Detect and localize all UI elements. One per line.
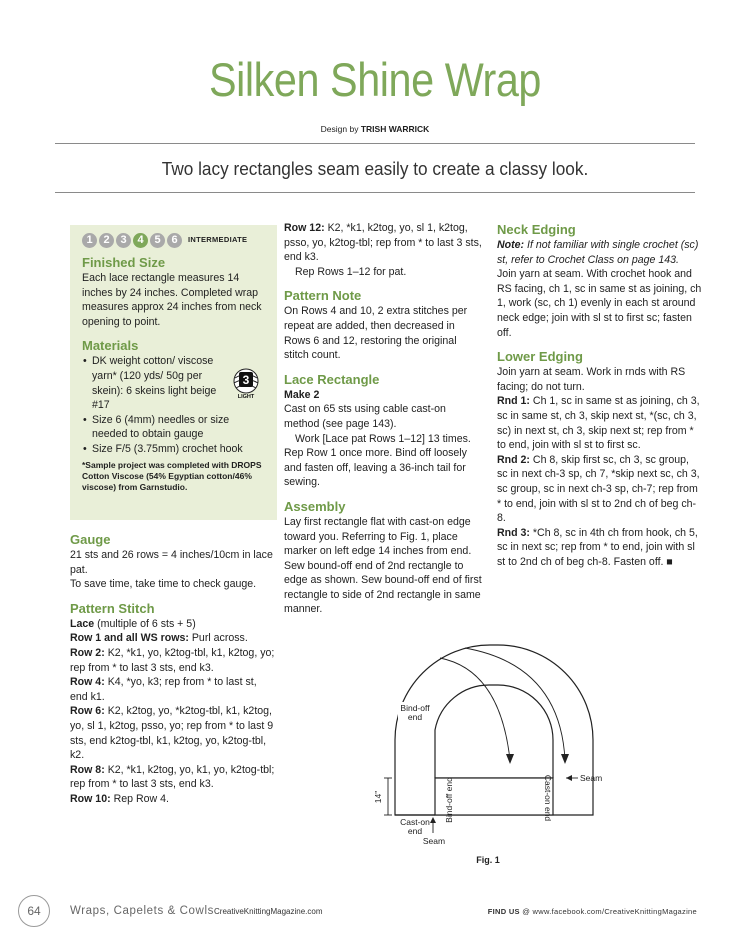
column-1 xyxy=(82,233,272,493)
lace-rectangle-cast-on: Cast on 65 sts using cable cast-on method (see page 143). xyxy=(284,403,446,430)
fig-bind-off-label-1: Bind-off xyxy=(400,703,430,713)
pattern-note-text: On Rows 4 and 10, 2 extra stitches per repeat are added, then decreased in Rows 6 and 12, restoring the original stitch count. xyxy=(284,305,468,362)
repeat-rows-text: Rep Rows 1–12 for pat. xyxy=(295,265,407,278)
fig-seam-bottom: Seam xyxy=(422,836,446,846)
neck-edging-note: Note: If not familiar with single crochet (sc) st, refer to Crochet Class on page 143. xyxy=(497,239,699,266)
finished-size-heading: Finished Size xyxy=(82,255,166,270)
gauge-heading: Gauge xyxy=(70,532,111,547)
page-title: Silken Shine Wrap xyxy=(208,53,542,106)
column-2 xyxy=(284,221,484,617)
pattern-row-12: Row 12: K2, *k1, k2tog, yo, sl 1, k2tog, psso, yo, k2tog-tbl; rep from * to last 3 sts, end k3. xyxy=(284,222,482,264)
site-link[interactable]: CreativeKnittingMagazine.com xyxy=(214,907,323,916)
skill-level-3: 3 xyxy=(116,233,131,248)
fig-caption: Fig. 1 xyxy=(476,855,500,865)
pattern-row-6: Row 6: K2, k2tog, yo, *k2tog-tbl, k1, k2tog, yo, sl 1, k2tog, psso, yo; rep from * to last 9 sts, end k2tog-tbl, k1, k2tog, yo, k2tog-tbl, k2. xyxy=(70,705,274,762)
column-3 xyxy=(497,221,702,569)
tagline: Two lacy rectangles seam easily to create a classy look. xyxy=(161,158,589,179)
fig-dimension: 14" xyxy=(373,790,383,804)
page-number: 64 xyxy=(18,895,50,927)
pattern-row-2: Row 2: K2, *k1, yo, k2tog-tbl, k1, k2tog, yo; rep from * to last 3 sts, end k3. xyxy=(70,646,275,674)
materials-item-hook: • Size F/5 (3.75mm) crochet hook xyxy=(82,442,272,457)
assembly-heading: Assembly xyxy=(284,498,346,514)
skill-level-2: 2 xyxy=(99,233,114,248)
pattern-stitch-heading: Pattern Stitch xyxy=(70,600,155,616)
designer-name: TRISH WARRICK xyxy=(360,124,430,134)
footer xyxy=(0,895,750,935)
skill-level-4-active: 4 xyxy=(133,233,148,248)
lower-edging-heading: Lower Edging xyxy=(497,349,583,365)
yarn-weight-label: LIGHT xyxy=(237,394,255,400)
materials-item-yarn: • DK weight cotton/ viscose yarn* (120 yds/ 50g per skein): 6 skeins light beige #17 xyxy=(82,354,222,412)
lower-edging-intro: Join yarn at seam. Work in rnds with RS facing; do not turn. xyxy=(497,366,686,393)
lace-rectangle-heading: Lace Rectangle xyxy=(284,371,380,387)
finished-size-text: Each lace rectangle measures 14 inches by 24 inches. Completed wrap measures approx 24 inches from neck opening to point. xyxy=(82,272,262,328)
pattern-row-1: Row 1 and all WS rows: Purl across. xyxy=(70,632,248,645)
gauge-tip: To save time, take time to check gauge. xyxy=(70,578,257,591)
fig-cast-on-bottom-1: Cast-on xyxy=(400,817,430,827)
tagline-rule xyxy=(55,192,695,193)
assembly-text: Lay first rectangle flat with cast-on edge toward you. Referring to Fig. 1, place marker on left edge 14 inches from end. Sew bound-off end of 2nd rectangle to edge as shown. Sew bound-off end of first rectangle to side of 2nd rectangle in same manner. xyxy=(284,515,482,616)
facebook-link[interactable]: FIND US @ www.facebook.com/CreativeKnittingMagazine xyxy=(487,907,697,916)
materials-item-needles: • Size 6 (4mm) needles or size needed to obtain gauge xyxy=(82,413,262,442)
gauge-text: 21 sts and 26 rows = 4 inches/10cm in lace pat. xyxy=(70,549,273,576)
neck-edging-text: Join yarn at seam. With crochet hook and RS facing, ch 1, sc in same st as joining, ch 1, work (sc, ch 1) evenly in each st around neck edge; join with sl st to first sc; fasten off. xyxy=(497,268,702,339)
fig-cast-on-vertical: Cast-on end xyxy=(543,774,553,822)
end-mark: ■ xyxy=(666,555,673,568)
fig-cast-on-bottom-2: end xyxy=(407,826,423,836)
fig-seam-right: Seam xyxy=(580,773,603,783)
pattern-row-10: Row 10: Rep Row 4. xyxy=(70,792,169,805)
make-count: Make 2 xyxy=(284,388,320,401)
skill-level-5: 5 xyxy=(150,233,165,248)
column-1-lower xyxy=(70,531,275,807)
fig-bind-off-vertical: Bind-off end xyxy=(444,777,454,823)
sample-note: *Sample project was completed with DROPS Cotton Viscose (54% Egyptian cotton/46% viscose) from Garnstudio. xyxy=(82,459,262,492)
top-rule xyxy=(55,143,695,144)
pattern-row-4: Row 4: K4, *yo, k3; rep from * to last st, end k1. xyxy=(70,676,257,703)
pattern-row-8: Row 8: K2, *k1, k2tog, yo, k1, yo, k2tog-tbl; rep from * to last 3 sts, end k3. xyxy=(70,763,275,791)
rnd-1: Rnd 1: Ch 1, sc in same st as joining, ch 3, sc in same st, ch 3, skip next st, *(sc, ch 3, sc) in next st, ch 3, skip next st; rep from * to end, join with sl st to first sc. xyxy=(497,395,700,452)
figure-1-diagram xyxy=(370,640,610,875)
materials-heading: Materials xyxy=(82,338,139,354)
section-name: Wraps, Capelets & Cowls xyxy=(70,905,214,917)
fig-bind-off-label-2: end xyxy=(407,712,423,722)
skill-level xyxy=(82,233,272,248)
neck-edging-heading: Neck Edging xyxy=(497,222,576,237)
rnd-3: Rnd 3: *Ch 8, sc in 4th ch from hook, ch 5, sc in next sc; rep from * to end, join with sl st to 2nd ch of beg ch-8. Fasten off. ■ xyxy=(497,526,698,568)
design-by-label: Design by xyxy=(320,124,359,134)
yarn-weight-number: 3 xyxy=(242,373,250,387)
skill-level-1: 1 xyxy=(82,233,97,248)
designer-credit xyxy=(0,124,750,134)
lace-definition: Lace (multiple of 6 sts + 5) xyxy=(70,617,196,630)
rnd-2: Rnd 2: Ch 8, skip first sc, ch 3, sc group, sc in next ch-3 sp, ch 7, *skip next sc, ch 3, sc group, sc in next ch-3 sp, ch-7; rep from * to end, join with sl st to 2nd ch of beg ch-8. xyxy=(497,453,700,525)
skill-level-6: 6 xyxy=(167,233,182,248)
pattern-note-heading: Pattern Note xyxy=(284,288,362,304)
yarn-weight-icon xyxy=(229,366,263,400)
skill-level-label: INTERMEDIATE xyxy=(188,235,248,245)
lace-rectangle-work: Work [Lace pat Rows 1–12] 13 times. Rep Row 1 once more. Bind off loosely and fasten off, leaving a 36-inch tail for sewing. xyxy=(284,432,471,489)
